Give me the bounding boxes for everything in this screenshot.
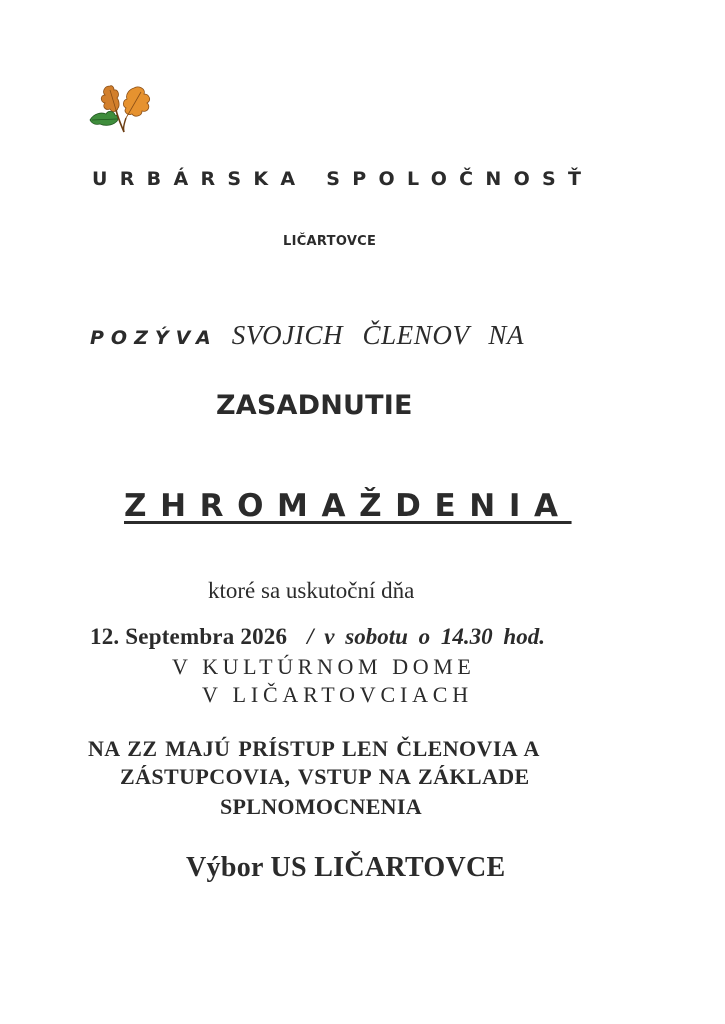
- event-venue-line-2: V LIČARTOVCIACH: [202, 682, 473, 707]
- invite-audience: SVOJICH ČLENOV NA: [231, 320, 525, 350]
- event-date-line: [90, 624, 545, 650]
- notice-line-3: SPLNOMOCNENIA: [220, 794, 422, 819]
- invite-verb: POZÝVA: [90, 327, 218, 349]
- event-day-time: / v sobotu o 14.30 hod.: [307, 624, 545, 649]
- assembly-title: ZHROMAŽDENIA: [124, 488, 572, 524]
- notice-line-1: NA ZZ MAJÚ PRÍSTUP LEN ČLENOVIA A: [88, 736, 540, 761]
- event-intro: ktoré sa uskutoční dňa: [208, 578, 415, 603]
- oak-leaves-icon: [86, 80, 158, 136]
- signature: Výbor US LIČARTOVCE: [186, 852, 506, 883]
- event-date: 12. Septembra 2026: [90, 624, 288, 649]
- invitation-line: [90, 320, 524, 351]
- organization-name: URBÁRSKA SPOLOČNOSŤ: [92, 168, 594, 190]
- meeting-title: ZASADNUTIE: [216, 390, 413, 421]
- organization-place: LIČARTOVCE: [283, 234, 377, 249]
- notice-line-2: ZÁSTUPCOVIA, VSTUP NA ZÁKLADE: [120, 764, 530, 789]
- event-venue-line-1: V KULTÚRNOM DOME: [172, 654, 476, 679]
